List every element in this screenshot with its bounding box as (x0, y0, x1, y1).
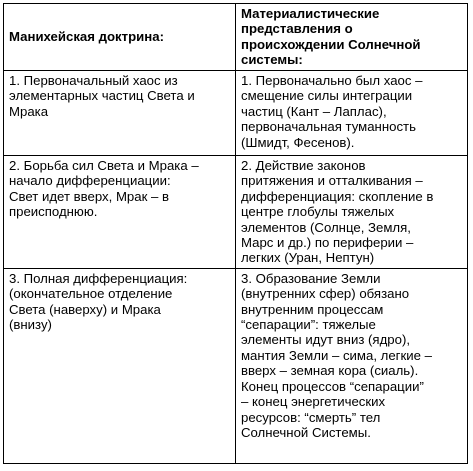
header-manichaean-doctrine: Манихейская доктрина: (4, 4, 236, 71)
row-2-manichaean-cell: 2. Борьба сил Света и Мрака – начало дифференциации: Свет идет вверх, Мрак – в преисподнюю. (4, 156, 236, 269)
header-materialist-views: Материалистические представления о происхождении Солнечной системы: (235, 4, 467, 71)
row-1-materialist-cell: 1. Первоначально был хаос – смещение силы интеграции частиц (Кант – Лаплас), первоначальная туманность (Шмидт, Фесенов). (235, 71, 467, 156)
table-row (4, 268, 468, 463)
row-3-manichaean-cell: 3. Полная дифференциация: (окончательное отделение Света (наверху) и Мрака (внизу) (4, 268, 236, 463)
row-2-materialist-cell: 2. Действие законов притяжения и отталкивания – дифференциация: скопление в центре глобулы тяжелых элементов (Солнце, Земля, Марс и др.) по периферии – легких (Уран, Нептун) (235, 156, 467, 269)
row-3-materialist-cell: 3. Образование Земли (внутренних сфер) обязано внутренним процессам “сепарации”: тяжелые элементы идут вниз (ядро), мантия Земли – сима, легкие – вверх – земная кора (сиаль). Конец процессов “сепарации” – конец энергетических ресурсов: “смерть” тел Солнечной Системы. (235, 268, 467, 463)
table-header-row (4, 4, 468, 71)
doctrine-comparison-table (3, 3, 468, 464)
row-1-manichaean-cell: 1. Первоначальный хаос из элементарных частиц Света и Мрака (4, 71, 236, 156)
table-row (4, 71, 468, 156)
table-row (4, 156, 468, 269)
